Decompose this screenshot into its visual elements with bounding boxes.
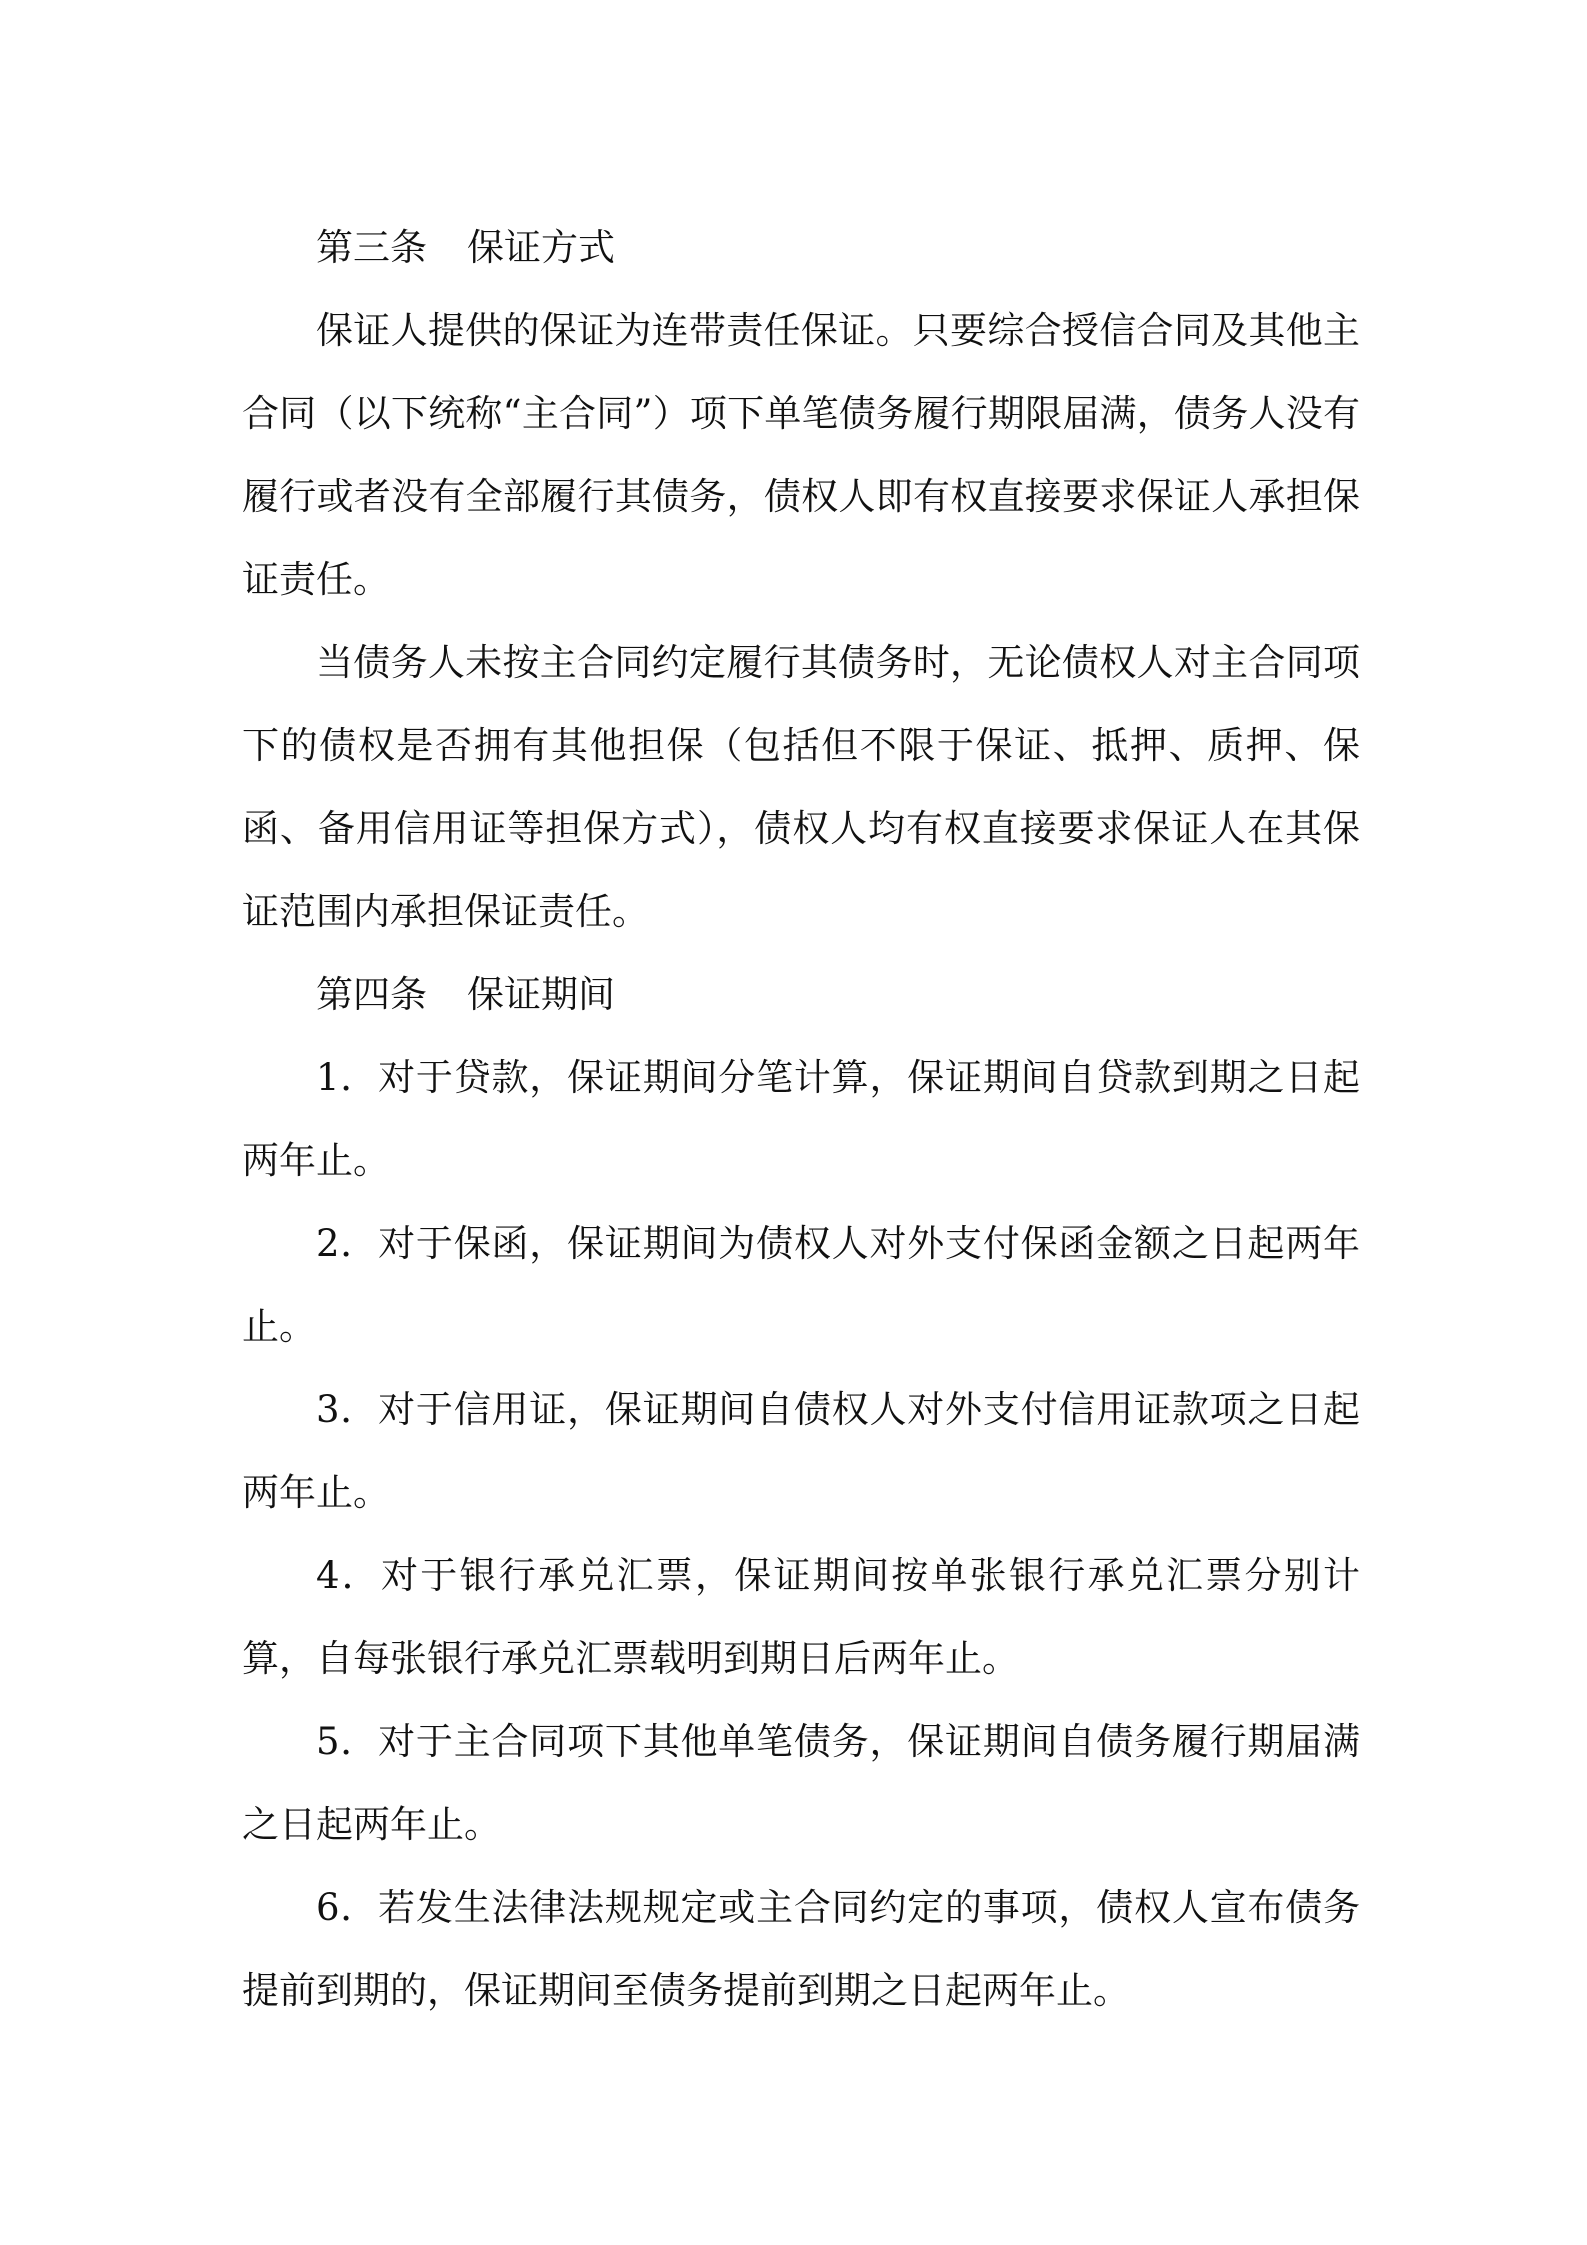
article-4-title: 保证期间 bbox=[467, 973, 615, 1016]
article-4-item-4: 4．对于银行承兑汇票，保证期间按单张银行承兑汇票分别计算，自每张银行承兑汇票载明到期日后两年止。 bbox=[242, 1554, 1360, 1680]
article-4-item-2: 2．对于保函，保证期间为债权人对外支付保函金额之日起两年止。 bbox=[242, 1222, 1360, 1348]
article-4-heading bbox=[242, 953, 1360, 1036]
article-3-title: 保证方式 bbox=[467, 226, 615, 269]
document-body bbox=[242, 206, 1360, 2032]
article-3-number: 第三条 bbox=[316, 226, 427, 269]
article-4-number: 第四条 bbox=[316, 973, 427, 1016]
article-3-paragraph-1: 保证人提供的保证为连带责任保证。只要综合授信合同及其他主合同（以下统称“主合同”）项下单笔债务履行期限届满，债务人没有履行或者没有全部履行其债务，债权人即有权直接要求保证人承担保证责任。 bbox=[242, 309, 1360, 601]
article-3-paragraph-2: 当债务人未按主合同约定履行其债务时，无论债权人对主合同项下的债权是否拥有其他担保（包括但不限于保证、抵押、质押、保函、备用信用证等担保方式），债权人均有权直接要求保证人在其保证范围内承担保证责任。 bbox=[242, 641, 1360, 933]
article-3-heading bbox=[242, 206, 1360, 289]
article-4-item-6: 6．若发生法律法规规定或主合同约定的事项，债权人宣布债务提前到期的，保证期间至债务提前到期之日起两年止。 bbox=[242, 1886, 1360, 2012]
article-4-item-5: 5．对于主合同项下其他单笔债务，保证期间自债务履行期届满之日起两年止。 bbox=[242, 1720, 1360, 1846]
article-4-item-1: 1．对于贷款，保证期间分笔计算，保证期间自贷款到期之日起两年止。 bbox=[242, 1056, 1360, 1182]
article-4-item-3: 3．对于信用证，保证期间自债权人对外支付信用证款项之日起两年止。 bbox=[242, 1388, 1360, 1514]
